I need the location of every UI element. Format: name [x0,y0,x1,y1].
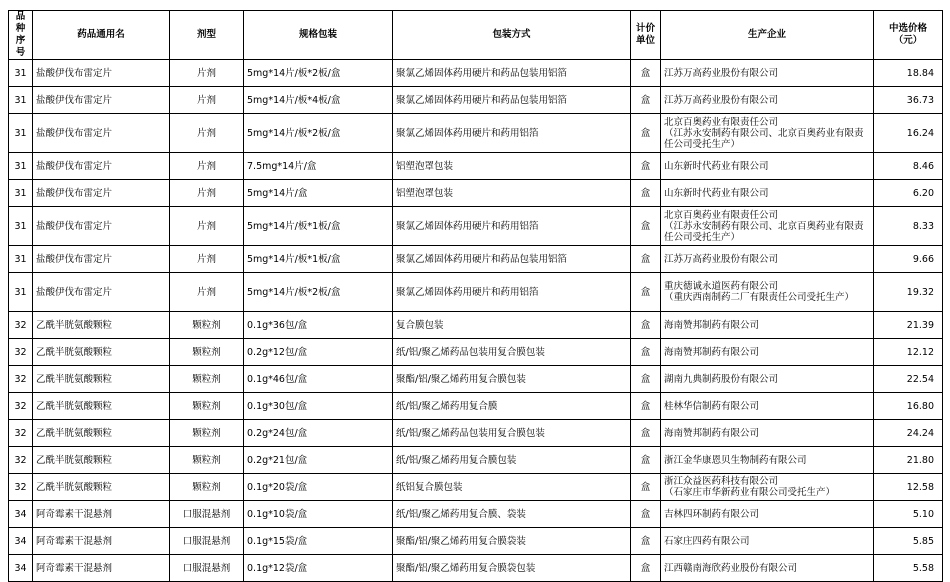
table-row [9,339,943,366]
cell-price: 8.46 [874,153,943,180]
cell-dosage-form: 片剂 [170,153,244,180]
cell-packaging: 聚酯/铝/聚乙烯药用复合膜袋包装 [393,555,631,582]
cell-dosage-form: 颗粒剂 [170,312,244,339]
cell-drug-name: 乙酰半胱氨酸颗粒 [33,366,170,393]
cell-dosage-form: 口服混悬剂 [170,501,244,528]
cell-drug-name: 乙酰半胱氨酸颗粒 [33,393,170,420]
cell-seq: 31 [9,114,33,153]
table-row [9,246,943,273]
cell-dosage-form: 颗粒剂 [170,366,244,393]
cell-seq: 34 [9,555,33,582]
table-row [9,366,943,393]
cell-price: 6.20 [874,180,943,207]
table-row [9,501,943,528]
table-row [9,180,943,207]
cell-dosage-form: 片剂 [170,246,244,273]
cell-manufacturer: 海南赞邦制药有限公司 [661,339,874,366]
table-row [9,393,943,420]
cell-packaging: 聚氯乙烯固体药用硬片和药品包装用铝箔 [393,87,631,114]
cell-price: 12.58 [874,474,943,501]
cell-price: 18.84 [874,60,943,87]
cell-price: 5.85 [874,528,943,555]
cell-seq: 31 [9,246,33,273]
cell-manufacturer: 海南赞邦制药有限公司 [661,312,874,339]
cell-seq: 32 [9,447,33,474]
cell-spec: 0.1g*46包/盒 [244,366,393,393]
cell-spec: 5mg*14片/盒 [244,180,393,207]
cell-packaging: 纸/铝/聚乙烯药品包装用复合膜包装 [393,420,631,447]
cell-seq: 32 [9,339,33,366]
cell-spec: 0.1g*10袋/盒 [244,501,393,528]
header-drug-name: 药品通用名 [33,11,170,60]
cell-manufacturer: 北京百奥药业有限责任公司 （江苏永安制药有限公司、北京百奥药业有限责任公司受托生产） [661,114,874,153]
table-row [9,474,943,501]
cell-spec: 5mg*14片/板*2板/盒 [244,273,393,312]
cell-seq: 31 [9,180,33,207]
header-manufacturer: 生产企业 [661,11,874,60]
cell-unit: 盒 [631,420,661,447]
cell-packaging: 聚氯乙烯固体药用硬片和药品包装用铝箔 [393,246,631,273]
cell-packaging: 铝塑泡罩包装 [393,153,631,180]
cell-seq: 32 [9,312,33,339]
cell-unit: 盒 [631,207,661,246]
table-row [9,447,943,474]
table-row [9,60,943,87]
cell-manufacturer: 桂林华信制药有限公司 [661,393,874,420]
cell-spec: 0.1g*12袋/盒 [244,555,393,582]
cell-price: 21.80 [874,447,943,474]
cell-drug-name: 盐酸伊伐布雷定片 [33,114,170,153]
cell-spec: 0.1g*20袋/盒 [244,474,393,501]
table-row [9,528,943,555]
cell-dosage-form: 片剂 [170,180,244,207]
cell-unit: 盒 [631,366,661,393]
cell-price: 36.73 [874,87,943,114]
cell-packaging: 聚氯乙烯固体药用硬片和药用铝箔 [393,114,631,153]
cell-drug-name: 盐酸伊伐布雷定片 [33,87,170,114]
cell-price: 16.80 [874,393,943,420]
cell-packaging: 纸/铝/聚乙烯药用复合膜、袋装 [393,501,631,528]
cell-manufacturer: 山东新时代药业有限公司 [661,153,874,180]
cell-drug-name: 乙酰半胱氨酸颗粒 [33,420,170,447]
cell-dosage-form: 颗粒剂 [170,474,244,501]
cell-manufacturer: 浙江众益医药科技有限公司 （石家庄市华新药业有限公司受托生产） [661,474,874,501]
cell-price: 12.12 [874,339,943,366]
header-unit: 计价 单位 [631,11,661,60]
cell-seq: 31 [9,60,33,87]
cell-packaging: 纸/铝/聚乙烯药用复合膜 [393,393,631,420]
cell-spec: 5mg*14片/板*1板/盒 [244,246,393,273]
table-row [9,273,943,312]
cell-manufacturer: 山东新时代药业有限公司 [661,180,874,207]
cell-packaging: 聚酯/铝/聚乙烯药用复合膜包装 [393,366,631,393]
cell-price: 9.66 [874,246,943,273]
price-table-container [8,10,943,582]
cell-price: 24.24 [874,420,943,447]
cell-unit: 盒 [631,87,661,114]
cell-manufacturer: 北京百奥药业有限责任公司 （江苏永安制药有限公司、北京百奥药业有限责任公司受托生产） [661,207,874,246]
cell-spec: 0.2g*24包/盒 [244,420,393,447]
cell-manufacturer: 江西赣南海欣药业股份有限公司 [661,555,874,582]
cell-unit: 盒 [631,153,661,180]
cell-seq: 32 [9,420,33,447]
cell-unit: 盒 [631,246,661,273]
cell-drug-name: 乙酰半胱氨酸颗粒 [33,312,170,339]
table-row [9,153,943,180]
table-row [9,114,943,153]
cell-drug-name: 盐酸伊伐布雷定片 [33,60,170,87]
cell-dosage-form: 颗粒剂 [170,420,244,447]
cell-unit: 盒 [631,555,661,582]
cell-seq: 31 [9,207,33,246]
cell-drug-name: 阿奇霉素干混悬剂 [33,555,170,582]
cell-manufacturer: 浙江金华康恩贝生物制药有限公司 [661,447,874,474]
cell-manufacturer: 石家庄四药有限公司 [661,528,874,555]
price-table [8,10,943,582]
cell-spec: 5mg*14片/板*1板/盒 [244,207,393,246]
cell-seq: 31 [9,153,33,180]
table-row [9,420,943,447]
cell-unit: 盒 [631,501,661,528]
cell-manufacturer: 吉林四环制药有限公司 [661,501,874,528]
cell-spec: 5mg*14片/板*2板/盒 [244,114,393,153]
cell-unit: 盒 [631,114,661,153]
cell-spec: 5mg*14片/板*2板/盒 [244,60,393,87]
cell-spec: 0.2g*12包/盒 [244,339,393,366]
cell-manufacturer: 江苏万高药业股份有限公司 [661,60,874,87]
cell-manufacturer: 湖南九典制药股份有限公司 [661,366,874,393]
cell-dosage-form: 口服混悬剂 [170,555,244,582]
cell-spec: 7.5mg*14片/盒 [244,153,393,180]
cell-drug-name: 盐酸伊伐布雷定片 [33,246,170,273]
cell-drug-name: 盐酸伊伐布雷定片 [33,180,170,207]
cell-unit: 盒 [631,312,661,339]
cell-seq: 31 [9,273,33,312]
cell-seq: 34 [9,528,33,555]
cell-dosage-form: 颗粒剂 [170,447,244,474]
header-price: 中选价格 （元） [874,11,943,60]
cell-price: 19.32 [874,273,943,312]
cell-dosage-form: 片剂 [170,114,244,153]
cell-seq: 34 [9,501,33,528]
cell-dosage-form: 片剂 [170,87,244,114]
header-row [9,11,943,60]
cell-drug-name: 盐酸伊伐布雷定片 [33,153,170,180]
cell-unit: 盒 [631,447,661,474]
cell-packaging: 聚酯/铝/聚乙烯药用复合膜袋装 [393,528,631,555]
header-seq: 品种 序号 [9,11,33,60]
cell-drug-name: 阿奇霉素干混悬剂 [33,528,170,555]
cell-dosage-form: 口服混悬剂 [170,528,244,555]
cell-drug-name: 乙酰半胱氨酸颗粒 [33,474,170,501]
cell-unit: 盒 [631,339,661,366]
cell-spec: 0.1g*30包/盒 [244,393,393,420]
cell-manufacturer: 重庆德诚永道医药有限公司 （重庆西南制药二厂有限责任公司受托生产） [661,273,874,312]
cell-manufacturer: 江苏万高药业股份有限公司 [661,246,874,273]
cell-price: 16.24 [874,114,943,153]
cell-seq: 31 [9,87,33,114]
cell-seq: 32 [9,393,33,420]
cell-dosage-form: 颗粒剂 [170,393,244,420]
cell-dosage-form: 片剂 [170,60,244,87]
table-row [9,207,943,246]
cell-seq: 32 [9,474,33,501]
cell-unit: 盒 [631,474,661,501]
cell-unit: 盒 [631,393,661,420]
cell-seq: 32 [9,366,33,393]
cell-price: 8.33 [874,207,943,246]
cell-drug-name: 乙酰半胱氨酸颗粒 [33,339,170,366]
table-row [9,312,943,339]
cell-price: 21.39 [874,312,943,339]
cell-price: 5.10 [874,501,943,528]
cell-packaging: 复合膜包装 [393,312,631,339]
cell-manufacturer: 海南赞邦制药有限公司 [661,420,874,447]
table-row [9,87,943,114]
cell-unit: 盒 [631,60,661,87]
cell-drug-name: 阿奇霉素干混悬剂 [33,501,170,528]
header-packaging: 包装方式 [393,11,631,60]
cell-spec: 0.1g*36包/盒 [244,312,393,339]
cell-packaging: 铝塑泡罩包装 [393,180,631,207]
cell-packaging: 聚氯乙烯固体药用硬片和药品包装用铝箔 [393,60,631,87]
cell-spec: 0.1g*15袋/盒 [244,528,393,555]
cell-unit: 盒 [631,528,661,555]
cell-drug-name: 盐酸伊伐布雷定片 [33,207,170,246]
cell-price: 5.58 [874,555,943,582]
cell-packaging: 纸铝复合膜包装 [393,474,631,501]
cell-dosage-form: 颗粒剂 [170,339,244,366]
cell-unit: 盒 [631,180,661,207]
cell-manufacturer: 江苏万高药业股份有限公司 [661,87,874,114]
cell-drug-name: 盐酸伊伐布雷定片 [33,273,170,312]
cell-drug-name: 乙酰半胱氨酸颗粒 [33,447,170,474]
cell-packaging: 纸/铝/聚乙烯药用复合膜包装 [393,447,631,474]
cell-spec: 0.2g*21包/盒 [244,447,393,474]
cell-dosage-form: 片剂 [170,207,244,246]
cell-packaging: 聚氯乙烯固体药用硬片和药用铝箔 [393,207,631,246]
header-spec: 规格包装 [244,11,393,60]
cell-packaging: 纸/铝/聚乙烯药品包装用复合膜包装 [393,339,631,366]
cell-packaging: 聚氯乙烯固体药用硬片和药用铝箔 [393,273,631,312]
table-row [9,555,943,582]
cell-price: 22.54 [874,366,943,393]
cell-spec: 5mg*14片/板*4板/盒 [244,87,393,114]
header-dosage-form: 剂型 [170,11,244,60]
cell-dosage-form: 片剂 [170,273,244,312]
cell-unit: 盒 [631,273,661,312]
